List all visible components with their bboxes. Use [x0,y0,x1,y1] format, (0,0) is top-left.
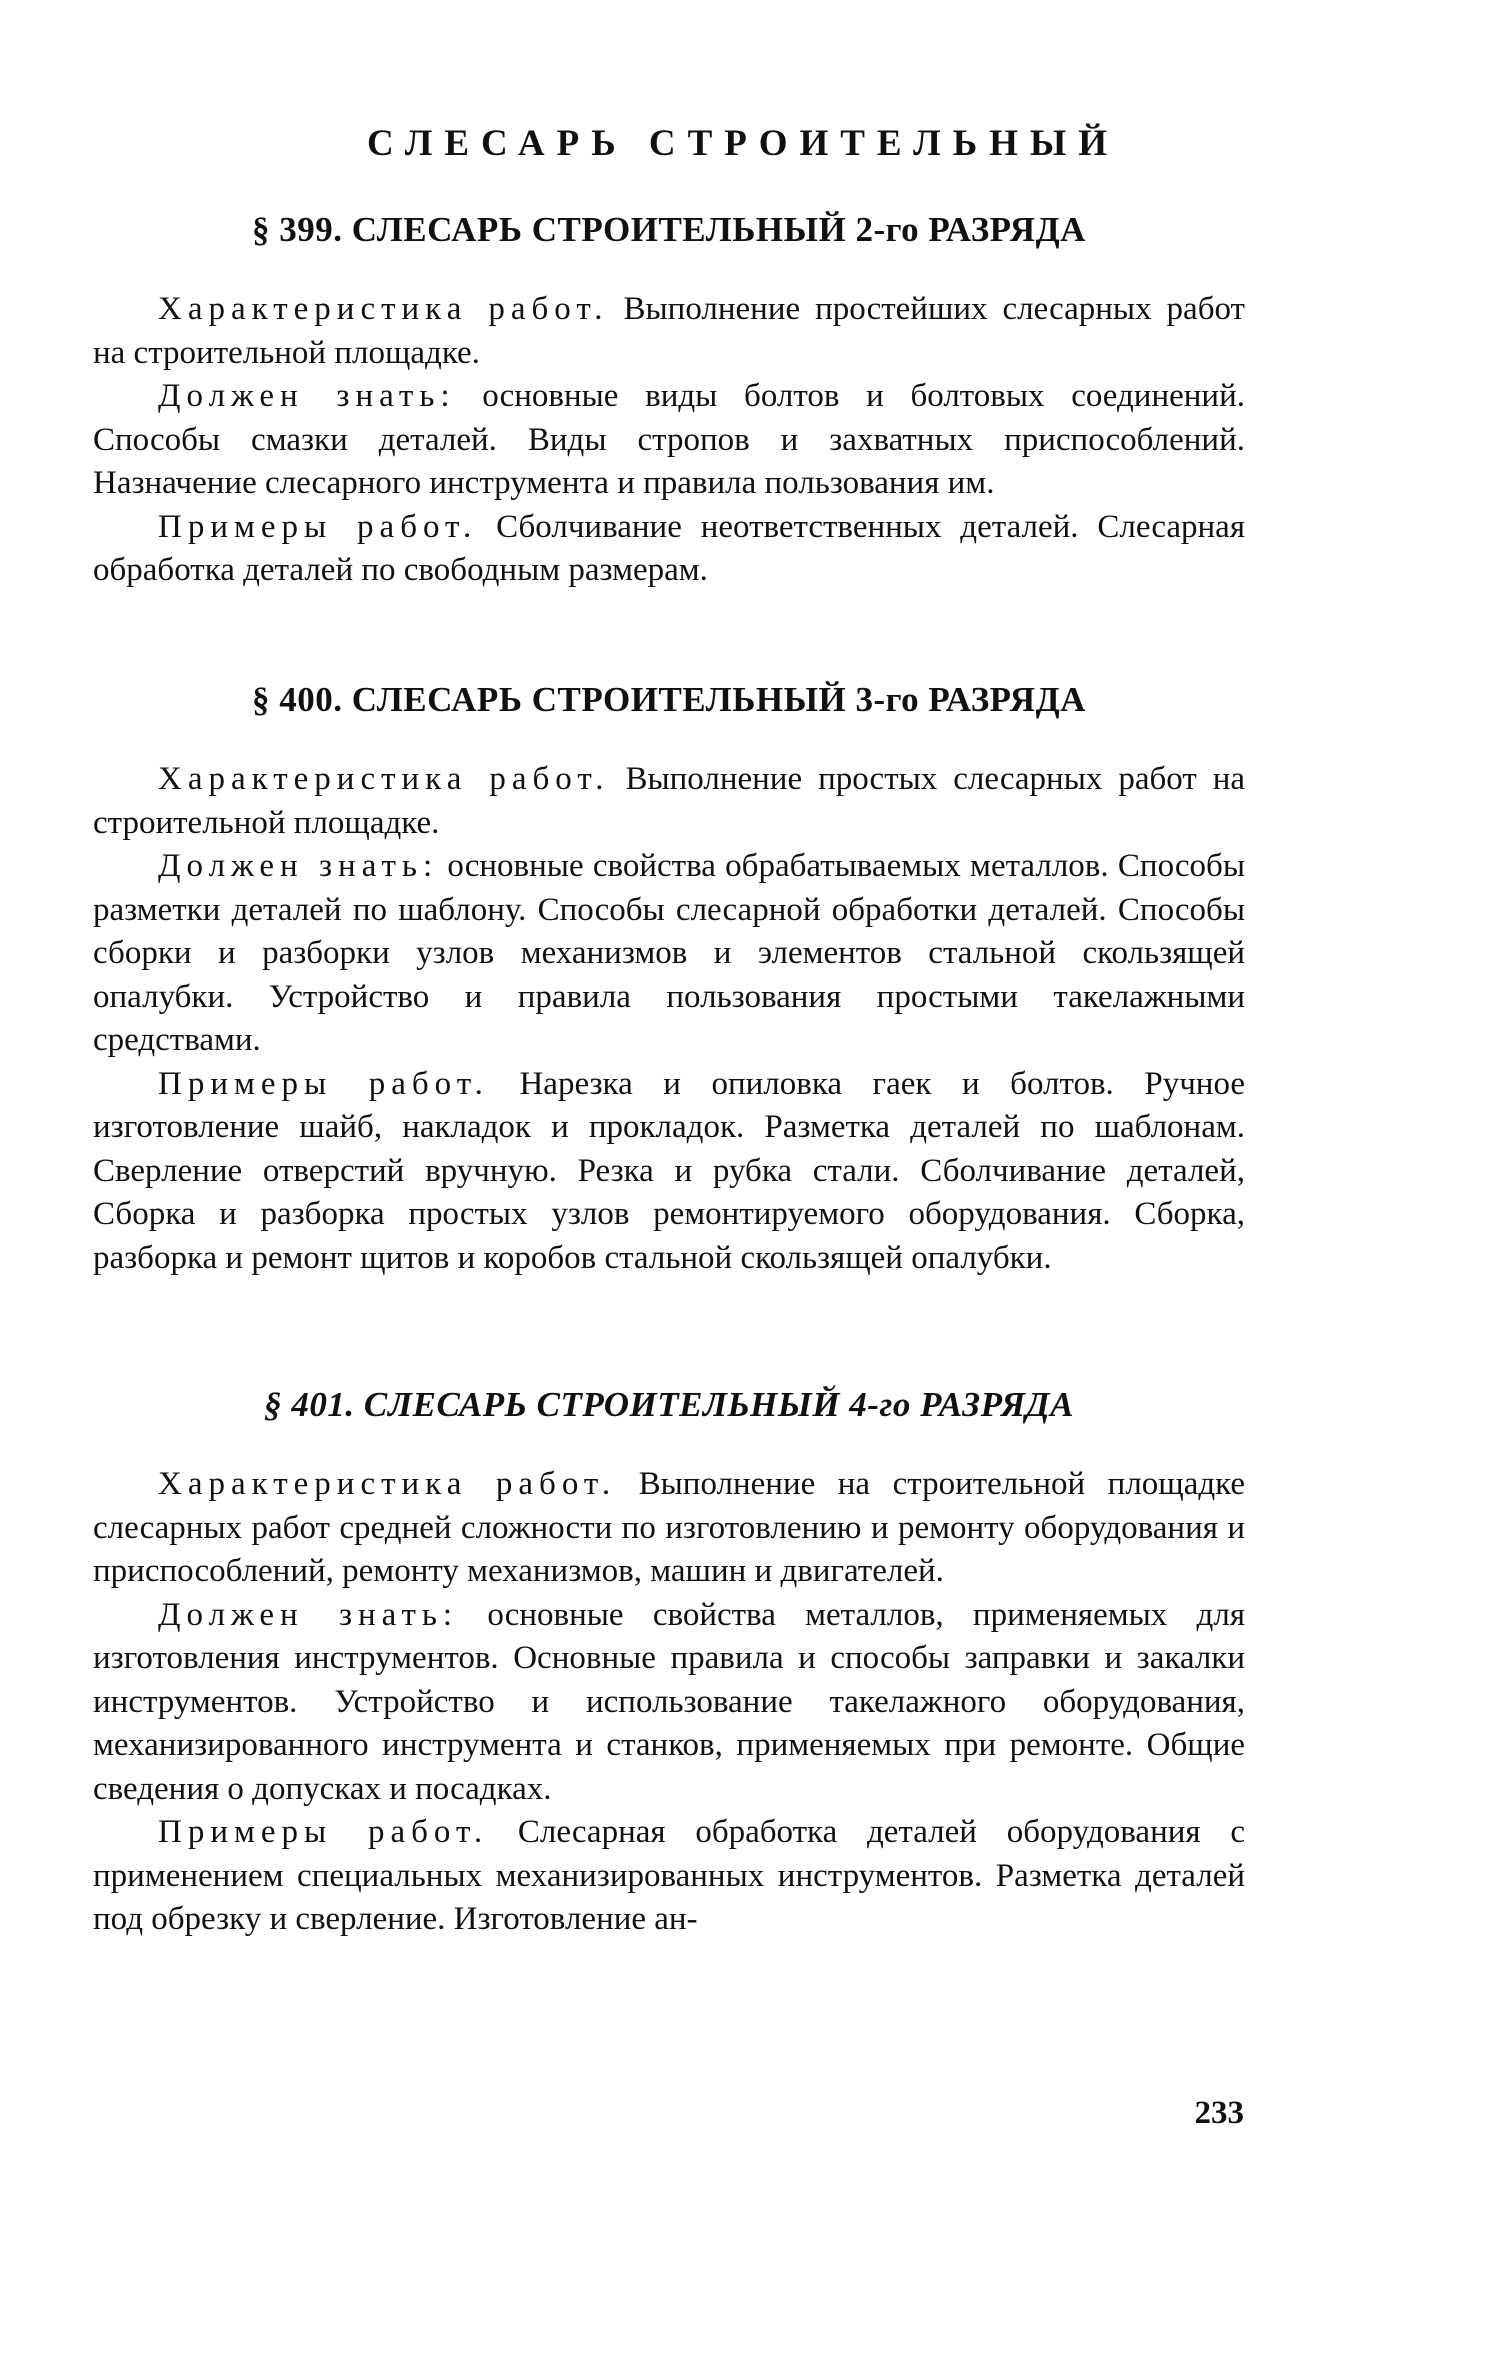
knowledge-text: основные свойства металлов, применяемых для изготовления инструментов. Основные правила и способы заправки и закалки инструментов. Устройство и использование такелажного оборудования, механизированного инструмента и станков, применяемых при ремонте. Общие сведения о допусках и посадках. [93,1596,1245,1807]
characteristic-label: Характеристика работ. [158,761,610,797]
knowledge-paragraph [93,1594,1245,1812]
examples-label: Примеры работ. [158,1065,489,1102]
characteristic-text: Выполнение простейших слесарных работ на строительной площадке. [93,291,1245,371]
knowledge-paragraph [93,375,1245,506]
characteristic-label: Характеристика работ. [158,1466,617,1502]
characteristic-paragraph [93,1463,1245,1594]
knowledge-text: основные виды болтов и болтовых соединений. Способы смазки деталей. Виды стропов и захватных приспособлений. Назначение слесарного инструмента и правила пользования им. [93,378,1245,501]
characteristic-paragraph [93,758,1245,845]
examples-label: Примеры работ. [158,508,478,545]
knowledge-text: основные свойства обрабатываемых металлов. Способы разметки деталей по шаблону. Способы слесарной обработки деталей. Способы сборки и разборки узлов механизмов и элементов стальной скользящей опалубки. Устройство и правила пользования простыми такелажными средствами. [93,848,1246,1058]
section-399 [93,210,1245,593]
section-400 [93,680,1245,1280]
knowledge-paragraph [93,845,1245,1063]
section-401 [93,1385,1245,1942]
page-title: СЛЕСАРЬ СТРОИТЕЛЬНЫЙ [366,123,1120,164]
knowledge-label: Должен знать: [158,378,456,414]
examples-text: Нарезка и опиловка гаек и болтов. Ручное изготовление шайб, накладок и прокладок. Разметка деталей по шаблонам. Сверление отверстий вручную. Резка и рубка стали. Сболчивание деталей, Сборка и разборка простых узлов ремонтируемого оборудования. Сборка, разборка и ремонт щитов и коробов стальной скользящей опалубки. [93,1065,1246,1276]
section-heading: § 399. СЛЕСАРЬ СТРОИТЕЛЬНЫЙ 2-го РАЗРЯДА [252,210,1086,249]
examples-text: Сболчивание неответственных деталей. Слесарная обработка деталей по свободным размерам. [93,508,1246,588]
knowledge-label: Должен знать: [158,1596,459,1633]
examples-paragraph [93,506,1245,593]
examples-paragraph [93,1811,1245,1942]
section-heading: § 400. СЛЕСАРЬ СТРОИТЕЛЬНЫЙ 3-го РАЗРЯДА [252,680,1086,719]
examples-label: Примеры работ. [158,1814,489,1850]
characteristic-text: Выполнение простых слесарных работ на строительной площадке. [93,761,1245,841]
page-number: 233 [1194,2095,1244,2131]
examples-paragraph [93,1063,1245,1281]
knowledge-label: Должен знать: [158,848,439,884]
section-heading: § 401. СЛЕСАРЬ СТРОИТЕЛЬНЫЙ 4-го РАЗРЯДА [264,1385,1074,1424]
characteristic-label: Характеристика работ. [158,291,609,327]
characteristic-paragraph [93,288,1245,375]
characteristic-text: Выполнение на строительной площадке слесарных работ средней сложности по изготовлению и ремонту оборудования и приспособлений, ремонту механизмов, машин и двигателей. [93,1466,1245,1589]
examples-text: Слесарная обработка деталей оборудования с применением специальных механизированных инструментов. Разметка деталей под обрезку и сверление. Изготовление ан- [93,1814,1245,1937]
